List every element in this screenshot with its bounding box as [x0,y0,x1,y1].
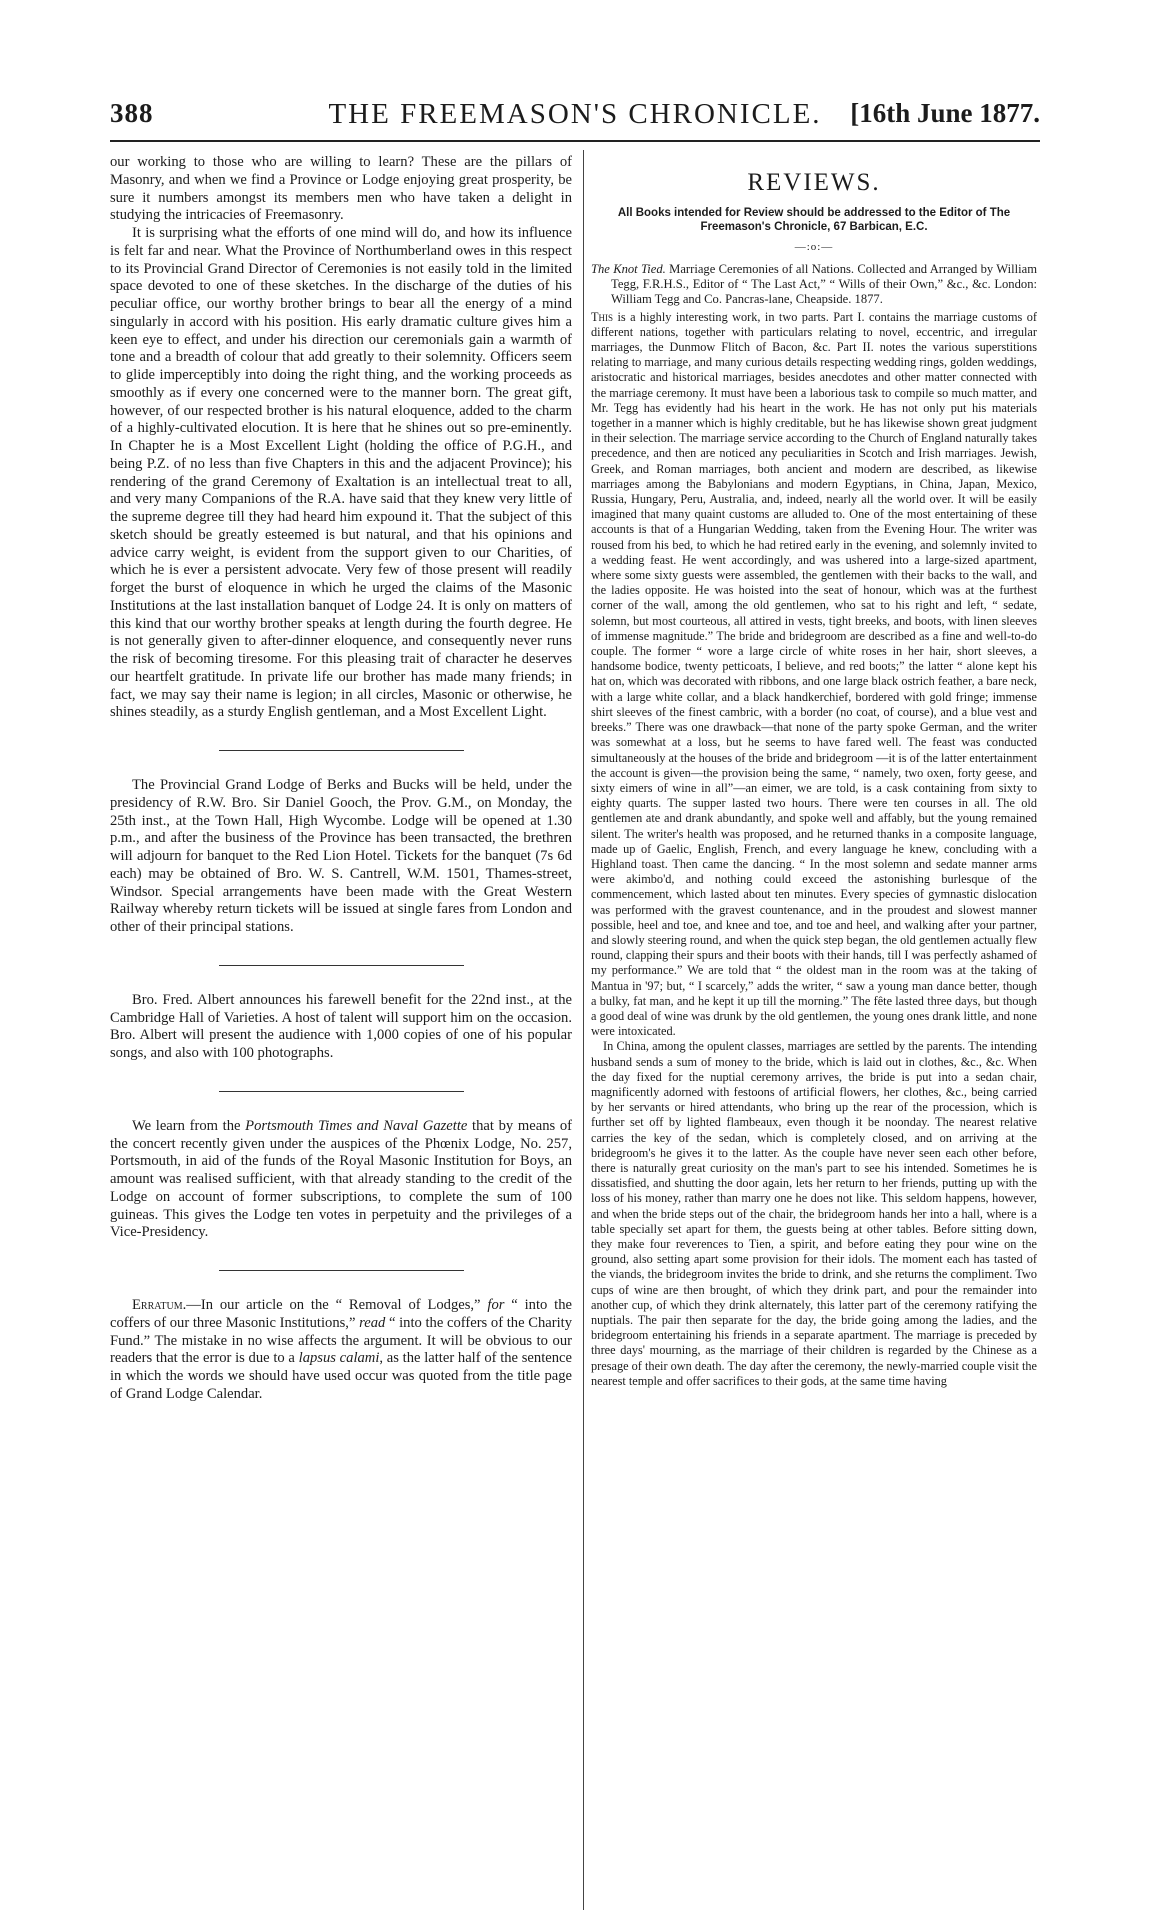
notice-berks-bucks: The Provincial Grand Lodge of Berks and Bucks will be held, under the presidency of R.W. Bro. Sir Daniel Gooch, the Prov. G.M., on Monday, the 25th inst., at the Town Hall, High Wycombe. Lodge will be opened at 1.30 p.m., and after the business of the Province has been transacted, the brethren will adjourn for banquet to the Red Lion Hotel. Tickets for the banquet (7s 6d each) may be obtained of Bro. W. S. Cantrell, W.M. 1501, Thames-street, Windsor. Special arrangements have been made with the Great Western Railway whereby return tickets will be issued at single fares from London and other of their principal stations. [110,777,572,935]
section-rule [219,965,464,966]
section-rule [219,1270,464,1271]
book-entry [591,262,1037,308]
review-paragraph-2: In China, among the opulent classes, marriages are settled by the parents. The intending husband sends a sum of money to the bride, which is laid out in clothes, &c., &c. When the day fixed for the nuptial ceremony arrives, the bride is put into a sedan chair, magnificently adorned with festoons of artificial flowers, her clothes, &c., being carried by her servants or hired attendants, who bring up the rear of the procession, which is further set off by lighted flambeaux, even though it be noonday. The nearest relative carries the key of the sedan, which is completely closed, and on arriving at the bridegroom's he gives it to the latter. As the couple have never seen each other before, there is naturally great curiosity on the man's part to see his intended. Sometimes he is dissatisfied, and shutting the door again, lets her return to her friends, putting up with the loss of his money, rather than marry one he does not like. This seldom happens, however, and when the bride steps out of the chair, the bridegroom hands her into a hall, where is a table specially set apart for them, the guests being at other tables. Before sitting down, they make four reverences to Tien, a spirit, and before eating they pour wine on the ground, also setting apart some provision for their idols. The moment each has tasted of the viands, the bridegroom invites the bride to drink, and she returns the compliment. Two cups of wine are then brought, of which they drink part, and pour the remainder into another cup, of which they drink alternately, this latter part of the ceremony ratifying the nuptials. The pair then separate for the day, the bride going among the ladies, and the bridegroom entertaining his friends in a separate apartment. The marriage is preceded by three days' mourning, as the marriage of their children is regarded by the Chinese as a presage of their own death. The day after the ceremony, the newly-married couple visit the nearest temple and offer sacrifices to their gods, at the same time having [591,1039,1037,1388]
review-paragraph-1: This is a highly interesting work, in two parts. Part I. contains the marriage customs of different nations, together with particulars relating to novel, eccentric, and irregular marriages, the Dunmow Flitch of Bacon, &c. Part II. notes the various superstitions relating to marriage, and many curious details respecting wedding rings, golden weddings, aristocratic and historical marriages, besides anecdotes and other matter connected with the marriage ceremony. It must have been a laborious task to compile so much matter, and Mr. Tegg has evidently had his heart in the work. He has not only put his materials together in a manner which is highly creditable, but he has likewise shown great judgment in their selection. The marriage service according to the Church of England naturally takes precedence, and then are noticed any peculiarities in Scotch and Irish marriages. Jewish, Greek, and Roman marriages, both ancient and modern are described, as likewise marriages among the Babylonians and modern Egyptians, in China, Japan, Mexico, Russia, Hungary, Peru, Australia, and, indeed, nearly all the world over. It will be easily imagined that many quaint customs are alluded to. One of the most entertaining of these accounts is that of a Hungarian Wedding, taken from the Evening Hour. The writer was roused from his bed, to which he had retired early in the evening, and solemnly invited to a wedding feast. He went accordingly, and was ushered into a large-sized apartment, where some sixty guests were assembled, the gentlemen with their backs to the wall, and the ladies opposite. He was hoisted into the seat of honour, which was at the furthest corner of the wall, among the old gentlemen, who sat to his right and left, “ sedate, solemn, but most courteous, all attired in vests, tight breeks, and boots, with linen sleeves of immense magnitude.” The bride and bridegroom are described as a fine and well-to-do couple. The former “ wore a large circle of white roses in her hair, short sleeves, a handsome bodice, twenty petticoats, I believe, and red boots;” the latter “ alone kept his hat on, which was decorated with ribbons, and one large black ostrich feather, a bare neck, with a large white collar, and a black handkerchief, bordered with gold fringe; immense shirt sleeves of the finest cambric, with a border (no coat, of course), and a blue vest and breeks.” There was one drawback—that none of the party spoke German, and the writer was somewhat at a loss, but he seems to have fared well. The feast was conducted simultaneously at the houses of the bride and bridegroom —it is of the latter entertainment the account is given—the provision being the same, “ namely, two oxen, forty geese, and sixty eimers of wine in all”—an eimer, we are told, is a cask containing from sixty to eighty quarts. The supper lasted two hours. There were ten courses in all. The old gentlemen ate and drank abundantly, and spoke well and affably, but the young remained silent. The writer's health was proposed, and he returned thanks in a composite language, made up of Gaelic, English, French, and every language he knew, concluding with a Highland toast. Then came the dancing. “ In the most solemn and sedate manner arms were akimbo'd, and nothing could exceed the astonishing burlesque of the commencement, which lasted about ten minutes. Every species of gymnastic dislocation was performed with the gravest countenance, and in the proudest and slowest manner possible, heel and toe, and knee and toe, and toe and heel, and walking after your partner, and slowly steering round, and when the quick step began, the old gentlemen actually flew round, clapping their spurs and their boots with their hands, till I was perfectly ashamed of my performance.” We are told that “ the oldest man in the room was at the taking of Mantua in '97; but, “ I scarcely,” adds the writer, “ saw a young man dance better, though a bulky, fat man, and he kept it up till the morning.” The fête lasted three days, but though a good deal of wine was drunk by the old gentlemen, the young ones drank little, and none were intoxicated. [591,309,1037,1039]
erratum-notice: Erratum.—In our article on the “ Removal of Lodges,” for “ into the coffers of our three Masonic Institutions,” read “ into the coffers of the Charity Fund.” The mistake in no wise affects the argument. It will be obvious to our readers that the error is due to a lapsus calami, as the latter half of the sentence in which the words we should have used occur was quoted from the title page of Grand Lodge Calendar. [110,1297,572,1402]
newspaper-source: Portsmouth Times and Naval Gazette [245,1117,468,1134]
reviews-notice: All Books intended for Review should be addressed to the Editor of The Freemason's Chronicle, 67 Barbican, E.C. [617,207,1011,233]
notice-portsmouth: We learn from the Portsmouth Times and Naval Gazette that by means of the concert recently given under the auspices of the Phœnix Lodge, No. 257, Portsmouth, in aid of the funds of the Royal Masonic Institution for Boys, an amount was realised sufficient, with that already standing to the credit of the Lodge on account of former subscriptions, to complete the sum of 100 guineas. This gives the Lodge ten votes in perpetuity and the privileges of a Vice-Presidency. [110,1117,572,1241]
masthead [110,90,1040,142]
sketch-paragraph-1: our working to those who are willing to learn? These are the pillars of Masonry, and when we find a Province or Lodge enjoying great prosperity, be sure it numbers amongst its members men who have taken a delight in studying the intricacies of Freemasonry. [110,154,572,224]
left-column [110,154,572,1404]
sketch-paragraph-2: It is surprising what the efforts of one mind will do, and how its influence is felt far and near. What the Province of Northumberland owes in this respect to its Provincial Grand Director of Ceremonies is not easily told in the limited space devoted to one of these sketches. In the discharge of the duties of his peculiar office, our worthy brother brings to bear all the energy of a mind singularly in accord with his position. His early dramatic culture gives him a keen eye to effect, and under his direction our ceremonials gain a warmth of tone and a breadth of colour that add greatly to their solemnity. Officers seem to glide imperceptibly into doing the right thing, and the working proceeds as smoothly as if every one concerned were to the manner born. The great gift, however, of our respected brother is his natural eloquence, added to the charm of a highly-cultivated elocution. It is here that he shines out so pre-eminently. In Chapter he is a Most Excellent Light (holding the office of P.G.H., and being P.Z. of no less than five Chapters in this and the adjacent Province); his rendering of the grand Ceremony of Exaltation is an intellectual treat to all, and very many Companions of the R.A. have said that they knew very little of the supreme degree till they had heard him expound it. That the subject of this sketch should be greatly esteemed is but natural, and that his opinions and advice carry weight, is evident from the support given to our Charities, of which he is ever a persistent advocate. Very few of those present will readily forget the burst of eloquence in which he urged the claims of the Masonic Institutions at the last installation banquet of Lodge 24. It is only on matters of this kind that our worthy brother speaks at length during the fourth degree. He is not generally given to after-dinner eloquence, and consequently never runs the risk of becoming tiresome. For this pleasing trait of character he deserves our heartfelt gratitude. In private life our brother has made many friends; in fact, we may say their name is legion; in all circles, Masonic or otherwise, he shines steadily, as a sturdy English gentleman, and a Most Excellent Light. [110,225,572,721]
reviews-heading: REVIEWS. [747,169,881,196]
newspaper-title: THE FREEMASON'S CHRONICLE. [328,98,822,130]
book-details: Marriage Ceremonies of all Nations. Collected and Arranged by William Tegg, F.R.H.S., Editor of “ The Last Act,” “ Wills of their Own,” &c., &c. London: William Tegg and Co. Pancras-lane, Cheapside. 1877. [611,262,1038,307]
ornament-divider: —:o:— [794,241,834,253]
right-column [591,154,1037,1389]
section-rule [219,1091,464,1092]
erratum-label: Erratum. [132,1297,187,1313]
issue-date: [16th June 1877. [850,98,1040,128]
notice-fred-albert: Bro. Fred. Albert announces his farewell benefit for the 22nd inst., at the Cambridge Hall of Varieties. A host of talent will support him on the occasion. Bro. Albert will present the audience with 1,000 copies of one of his popular songs, and also with 100 photographs. [110,991,572,1061]
page-number: 388 [110,98,154,128]
section-rule [219,750,464,751]
column-divider [583,150,584,1910]
book-title: The Knot Tied. [591,262,666,276]
